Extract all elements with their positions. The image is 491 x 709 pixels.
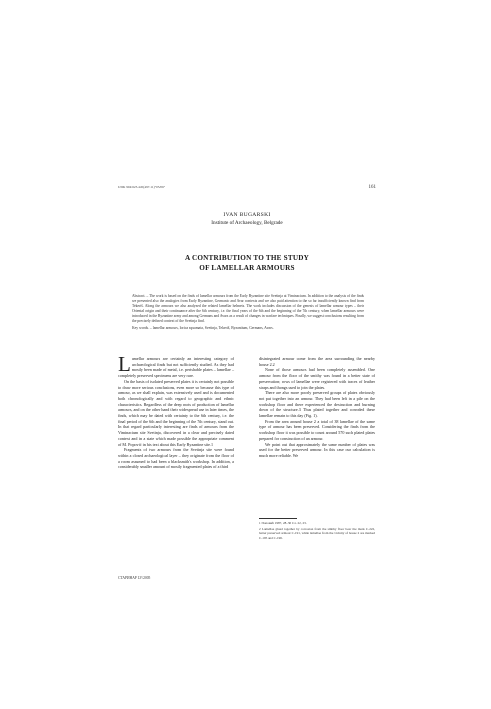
author-affiliation: Institute of Archaeology, Belgrade — [211, 220, 283, 226]
author-name: IVAN BUGARSKI — [223, 212, 271, 218]
body-column-left — [118, 352, 234, 470]
keywords: Key words. – lamellar armours, lorica squamata, Svetinja, Tekeriš, Byzantium, Germans, Avars. — [132, 326, 274, 330]
footnote: 2 Lamellae glued together by corrosion from the smithy floor bear the mark C-222, better preserved armour C-191, while lamellae from the vicinity of house 2 are marked C-195 and C-196. — [259, 526, 375, 540]
title-line-1: A CONTRIBUTION TO THE STUDY — [184, 254, 310, 262]
body-column-right — [259, 356, 375, 459]
body-paragraph: disintegrated armour come from the area surrounding the nearby house 2.2 — [259, 356, 375, 367]
article-title — [118, 253, 376, 273]
title-line-2: OF LAMELLAR ARMOURS — [199, 264, 295, 272]
footnote-divider — [259, 518, 297, 519]
udk-code: UDK 904:623.445(497.11)"05/06" — [118, 185, 166, 189]
footnotes — [259, 521, 375, 541]
body-paragraph: None of those armours had been completely assembled. One armour from the floor of the smithy was found in a better state of preservation; rows of lamellae were registered with traces of leather straps and thongs used to join the plates. — [259, 367, 375, 390]
running-header — [118, 185, 376, 195]
page-number: 161 — [368, 185, 376, 190]
abstract: Abstract. – The work is based on the finds of lamellar armours from the Early Byzantine site Svetinja at Viminacium. In addition to the analysis of the finds we presented also the analogies from Early Byzantine, Germanic and Avar contexts and we also paid attention to the so far insufficiently known find from Tekeriš. Along the armours we also analyzed the related lamellar helmets. The work includes discussion of the genesis of lamellar armour types – their Oriental origin and their continuance after the 6th century, i.e. the final years of the 6th and the beginning of the 7th century, when lamellar armours were introduced in the Byzantine army and among Germans and Avars as a result of changes in warfare techniques. Finally, we suggest conclusions resulting from the precisely defined context of the Svetinja find. — [132, 294, 364, 323]
body-paragraph: From the area around house 2 a total of 38 lamellae of the same type of armour has been preserved. Considering the finds from the workshop floor it was possible to count around 570 such plated plates prepared for construction of an armour. — [259, 418, 375, 441]
body-paragraph: Fragments of two armours from the Svetinja site were found within a closed archaeological layer – they originate from the floor of a room assumed to had been a blacksmith's workshop. In addition, a considerably smaller amount of mostly fragmented plates of a third — [118, 447, 234, 470]
body-paragraph: On the basis of isolated preserved plates it is certainly not possible to draw more serious conclusions, even more so because this type of armour, as we shall explain, was extensively used and is documented both chronologically and with regard to geographic and ethnic characteristics. Regardless of the deep roots of production of lamellar armours, and on the other hand their widespread use in later times, the finds, which may be dated with certainty to the 6th century, i.e. the final period of the 6th and the beginning of the 7th century, stand out. In that regard particularly interesting are finds of armours from the Viminacium site Svetinja, discovered in a clear and precisely dated context and in a state which made possible the appropriate comment of M. Popović in his text about this Early Byzantine site.1 — [118, 378, 234, 447]
footnote: 1 Поповић 1987, 28–30 Сл. 22, 23. — [259, 521, 307, 525]
journal-footer: СТАРИНАР LV/2005 — [118, 576, 151, 580]
body-paragraph: Lamellar armours are certainly an interesting category of archaeological finds but not sufficiently studied. As they had mostly been made of metal, i.e. perishable plates – lamellae – completely preserved specimens are very rare. — [118, 352, 234, 379]
body-paragraph: There are also more poorly preserved groups of plates obviously not put together into an armour. They had been left in a pile on the workshop floor and there experienced the destruction and burning down of the structure.3 Thus plated together and corroded these lamellae remain to this day (Fig. 1). — [259, 390, 375, 419]
body-paragraph: We point out that approximately the same number of plates was used for the better preserved armour. In this case our calculation is much more reliable. We — [259, 441, 375, 458]
